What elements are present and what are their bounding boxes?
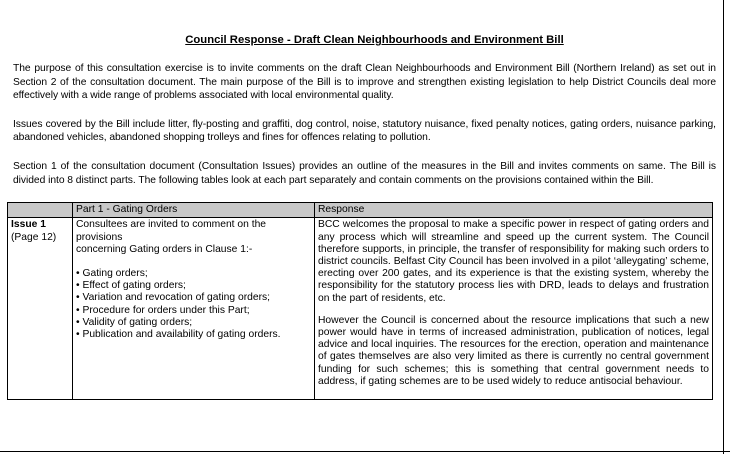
consultation-cell [73,218,315,400]
response-paragraph-2: However the Council is concerned about the resource implications that such a new power would have in terms of increased administration, publication of notices, legal advice and local inquiries. The resources for the erection, operation and maintenance of gates themselves are also very limited as there is currently no central government funding for such schemes; this is something that central government needs to address, if gating schemes are to be used widely to reduce antisocial behaviour. [318,314,709,387]
issues-table [7,202,713,400]
issue-page: (Page 12) [11,231,57,243]
issue-cell [8,218,73,400]
header-issue [8,203,73,218]
issues-paragraph: Issues covered by the Bill include litter, fly-posting and graffiti, dog control, noise, statutory nuisance, fixed penalty notices, gating orders, nuisance parking, abandoned vehicles, abandoned shopping trolleys and fines for offences relating to pollution. [13,118,716,144]
consultees-line-1: Consultees are invited to comment on the provisions [76,219,267,243]
list-item: • Effect of gating orders; [76,280,186,292]
response-cell [315,218,713,400]
page-edge-right [723,0,724,454]
header-response: Response [315,203,713,218]
list-item: • Procedure for orders under this Part; [76,304,250,316]
list-item: • Publication and availability of gating orders. [76,328,281,340]
response-paragraph-1: BCC welcomes the proposal to make a specific power in respect of gating orders and any process which will streamline and speed up the current system. The Council therefore supports, in principle, the transfer of responsibility for making such orders to district councils. Belfast City Council has been involved in a pilot ‘alleygating’ scheme, erecting over 200 gates, and its experience is that the existing system, whereby the responsibility for the statutory process lies with DRD, leads to delays and frustration on the part of residents, etc. [318,219,709,304]
section-paragraph: Section 1 of the consultation document (Consultation Issues) provides an outline of the measures in the Bill and invites comments on same. The Bill is divided into 8 distinct parts. The following tables look at each part separately and contain comments on the provisions contained within the Bill. [13,160,716,186]
consultees-line-2: concerning Gating orders in Clause 1:- [76,243,253,255]
page-edge-bottom [0,451,730,452]
list-item: • Gating orders; [76,267,148,279]
table-header-row [8,203,713,218]
intro-paragraph: The purpose of this consultation exercise is to invite comments on the draft Clean Neighbourhoods and Environment Bill (Northern Ireland) as set out in Section 2 of the consultation document. The main purpose of the Bill is to improve and strengthen existing legislation to help District Councils deal more effectively with a wide range of problems associated with local environmental quality. [13,63,716,102]
document-title: Council Response - Draft Clean Neighbourhoods and Environment Bill [185,34,564,46]
document-page [13,0,716,400]
gating-orders-list [76,268,311,341]
list-item: • Validity of gating orders; [76,316,193,328]
list-item: • Variation and revocation of gating orders; [76,292,271,304]
issue-number: Issue 1 [11,219,46,231]
header-part: Part 1 - Gating Orders [73,203,315,218]
table-row [8,218,713,400]
